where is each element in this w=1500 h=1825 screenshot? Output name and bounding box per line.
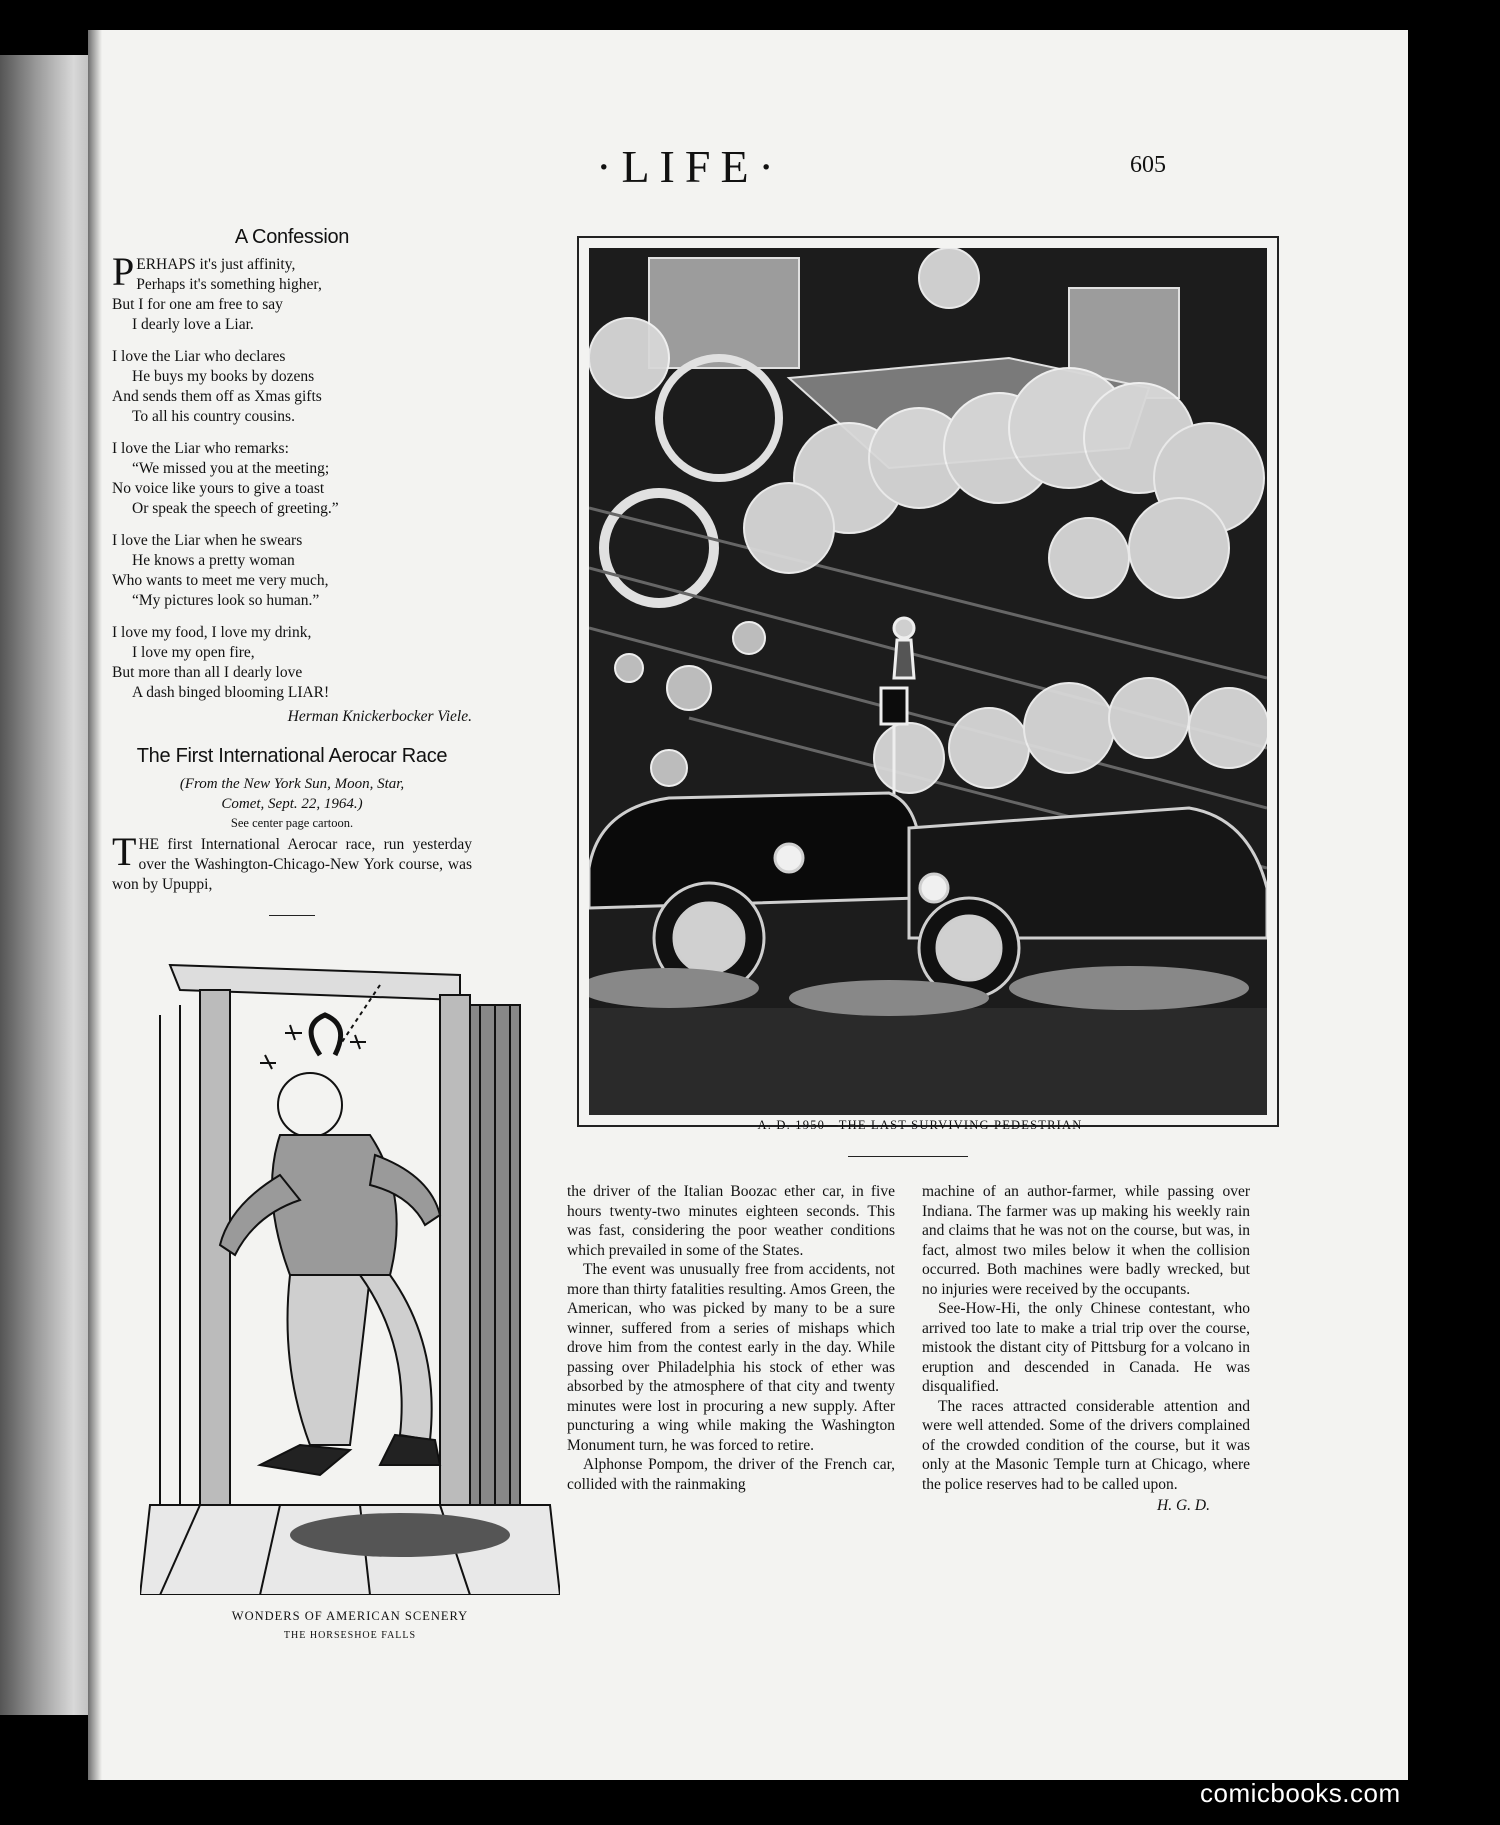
poem-line: I love my food, I love my drink,: [112, 624, 312, 641]
poem-line: ERHAPS it's just affinity,: [136, 256, 296, 273]
poem-line: And sends them off as Xmas gifts: [112, 388, 322, 405]
poem-line: Who wants to meet me very much,: [112, 572, 329, 589]
poem-stanza: [112, 347, 472, 427]
left-column: [112, 226, 472, 936]
caption-divider: [848, 1156, 968, 1157]
poem-line: He buys my books by dozens: [132, 368, 315, 385]
article-dropcap: T: [112, 829, 137, 874]
article-paragraph: See-How-Hi, the only Chinese contestant, who arrived too late to make a trial trip over the course, mistook the distant city of Pittsburg for a volcano in eruption and descended in Canada. He was disqualified.: [922, 1300, 1250, 1395]
poem-line: I love the Liar when he swears: [112, 532, 303, 549]
poem-line: He knows a pretty woman: [132, 552, 295, 569]
poem-line: “My pictures look so human.”: [132, 592, 320, 609]
cartoon-caption: [150, 1606, 550, 1646]
illustration-caption: A. D. 1950—THE LAST SURVIVING PEDESTRIAN: [757, 1118, 1083, 1132]
cartoon-drawing: [140, 945, 560, 1595]
article-source: [112, 774, 472, 814]
article-column-1: [567, 1182, 895, 1494]
article-signature: H. G. D.: [1157, 1497, 1210, 1514]
poem-line: “We missed you at the meeting;: [132, 460, 330, 477]
illustration-artwork: [589, 248, 1267, 1115]
poem-author: Herman Knickerbocker Viele.: [287, 708, 472, 725]
poem-stanza: [112, 623, 472, 703]
article-source-line: Comet, Sept. 22, 1964.): [221, 796, 363, 812]
facing-page-edge: [0, 55, 92, 1715]
poem-stanza: [112, 531, 472, 611]
gutter-shadow: [88, 30, 102, 1780]
poem-line: To all his country cousins.: [132, 408, 295, 425]
article-paragraph: The event was unusually free from accidents, not more than thirty fatalities resulting. Amos Green, the American, who was picked by many to be a sure winner, suffered from a series of mishaps which drove him from the contest early in the day. While passing over Philadelphia his stock of ether was absorbed by the atmosphere of that city and twenty minutes were lost in procuring a new supply. After puncturing a wing while making the Washington Monument turn, he was forced to retire.: [567, 1261, 895, 1454]
page-number: 605: [1130, 152, 1166, 178]
poem-line: Perhaps it's something higher,: [136, 276, 322, 293]
poem-dropcap: P: [112, 249, 135, 294]
poem-stanza: [112, 439, 472, 519]
poem-line: A dash binged blooming LIAR!: [132, 684, 330, 701]
poem-stanza: [112, 249, 472, 335]
article-note: See center page cartoon.: [230, 816, 354, 830]
article-title: The First International Aerocar Race: [136, 745, 448, 767]
article-paragraph: The races attracted considerable attention and were well attended. Some of the drivers complained of the crowded condition of the course, but it was only at the Masonic Temple turn at Chicago, where the police reserves had to be called upon.: [922, 1397, 1250, 1493]
poem-line: But I for one am free to say: [112, 296, 283, 313]
horseshoe-falls-cartoon: [140, 945, 560, 1595]
poem-line: I love my open fire,: [132, 644, 255, 661]
poem-line: But more than all I dearly love: [112, 664, 303, 681]
masthead: ·LIFE·: [596, 141, 784, 192]
article-opening: [112, 829, 472, 895]
pedestrian-illustration: [577, 236, 1279, 1127]
article-paragraph: machine of an author-farmer, while passing over Indiana. The farmer was up making his weekly rain and claims that he was not on the course, but was, in fact, almost two miles below it when the collision occurred. Both machines were badly wrecked, but no injuries were received by the occupants.: [922, 1183, 1250, 1298]
article-column-2: [922, 1182, 1250, 1516]
poem-line: I love the Liar who declares: [112, 348, 286, 365]
watermark: comicbooks.com: [1200, 1778, 1401, 1808]
poem-line: Or speak the speech of greeting.”: [132, 500, 339, 517]
poem-title: A Confession: [234, 226, 350, 248]
poem-line: I dearly love a Liar.: [132, 316, 254, 333]
article-source-line: (From the New York Sun, Moon, Star,: [179, 776, 405, 792]
poem-line: No voice like yours to give a toast: [112, 480, 325, 497]
article-paragraph: Alphonse Pompom, the driver of the French car, collided with the rainmaking: [567, 1456, 895, 1493]
section-divider: [269, 915, 315, 916]
article-paragraph: the driver of the Italian Boozac ether car, in five hours twenty-two minutes eighteen seconds. This was fast, considering the poor weather conditions which prevailed in some of the States.: [567, 1183, 895, 1259]
article-opening-text: HE first International Aerocar race, run yesterday over the Washington-Chicago-New York course, was won by Upuppi,: [112, 836, 472, 893]
cartoon-caption-title: WONDERS OF AMERICAN SCENERY: [231, 1609, 469, 1623]
poem: [112, 249, 472, 727]
cartoon-caption-subtitle: THE HORSESHOE FALLS: [283, 1630, 417, 1641]
poem-line: I love the Liar who remarks:: [112, 440, 289, 457]
